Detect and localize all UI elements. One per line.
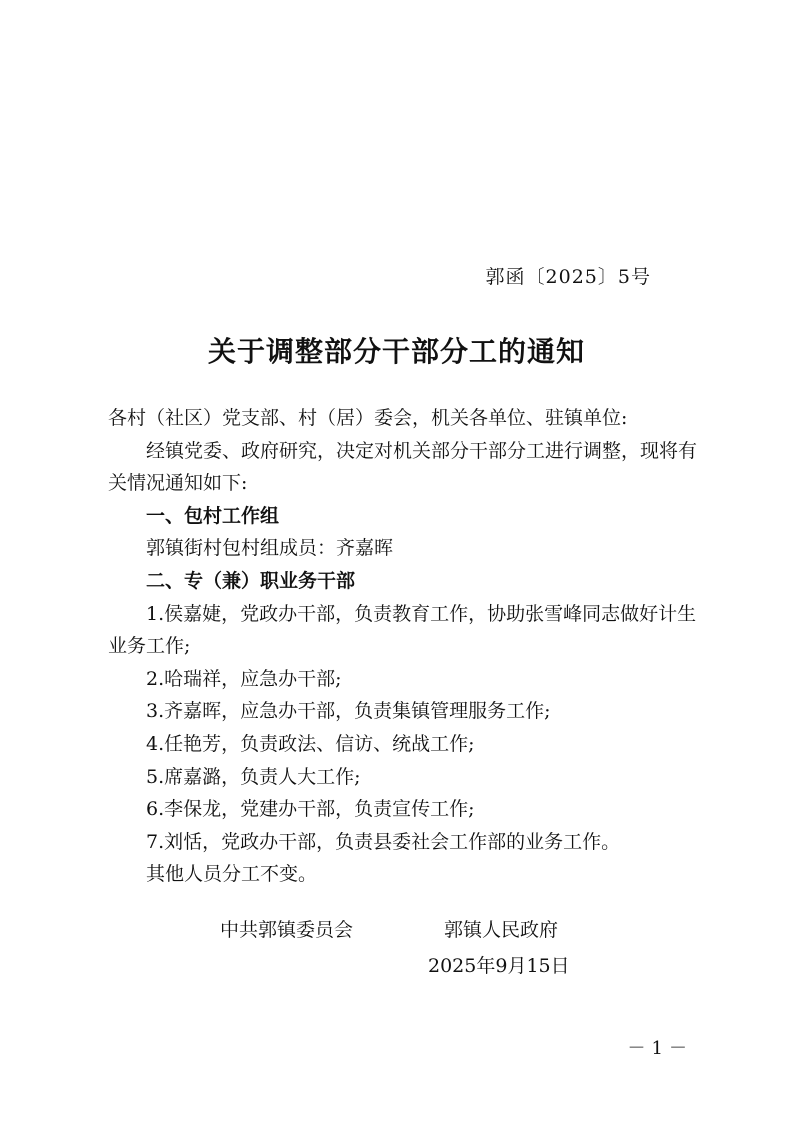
- section2-heading: 二、专（兼）职业务干部: [146, 569, 356, 592]
- recipients-line: 各村（社区）党支部、村（居）委会，机关各单位、驻镇单位:: [108, 407, 628, 429]
- document-body: [108, 402, 698, 891]
- signature-date: 2025年9月15日: [428, 955, 570, 977]
- intro-paragraph: 经镇党委、政府研究，决定对机关部分干部分工进行调整，现将有关情况通知如下:: [108, 439, 698, 495]
- signature-government: 郭镇人民政府: [444, 919, 559, 941]
- section1-content: 郭镇街村包村组成员：齐嘉晖: [146, 537, 394, 560]
- closing-line: 其他人员分工不变。: [146, 863, 318, 886]
- list-item: 3.齐嘉晖，应急办干部，负责集镇管理服务工作;: [146, 700, 551, 723]
- list-item: 2.哈瑞祥，应急办干部;: [146, 667, 342, 690]
- document-number: 郭函〔2025〕5号: [485, 266, 651, 288]
- page-number: －1－: [627, 1038, 693, 1059]
- list-item: 7.刘恬，党政办干部，负责县委社会工作部的业务工作。: [146, 830, 621, 853]
- list-item: 5.席嘉潞，负责人大工作;: [146, 765, 361, 788]
- section1-heading: 一、包村工作组: [146, 504, 280, 527]
- list-item: 1.侯嘉婕，党政办干部，负责教育工作，协助张雪峰同志做好计生业务工作;: [108, 602, 697, 658]
- list-item: 6.李保龙，党建办干部，负责宣传工作;: [146, 798, 475, 821]
- list-item: 4.任艳芳，负责政法、信访、统战工作;: [146, 732, 475, 755]
- document-title: 关于调整部分干部分工的通知: [207, 335, 585, 368]
- signature-party-committee: 中共郭镇委员会: [220, 919, 354, 941]
